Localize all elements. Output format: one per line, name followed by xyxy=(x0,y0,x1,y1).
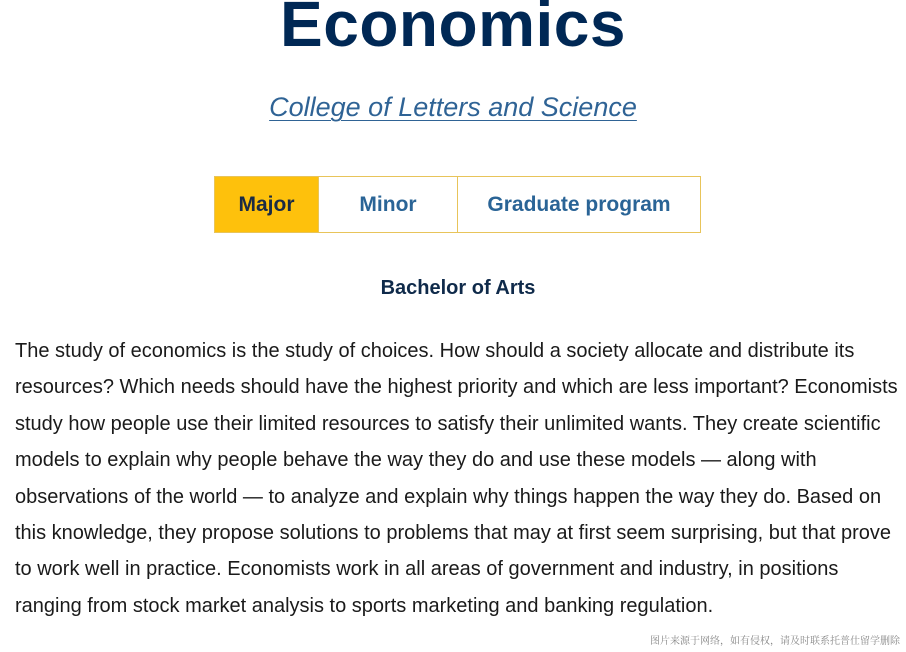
page-title: Economics xyxy=(280,0,626,60)
tab-graduate-program[interactable]: Graduate program xyxy=(457,177,700,232)
tab-minor[interactable]: Minor xyxy=(318,177,457,232)
program-tabs xyxy=(214,176,701,233)
degree-heading: Bachelor of Arts xyxy=(380,277,536,299)
college-link[interactable]: College of Letters and Science xyxy=(269,92,637,122)
tab-major[interactable]: Major xyxy=(215,177,318,232)
watermark-text: 图片来源于网络，如有侵权，请及时联系托普仕留学删除 xyxy=(648,631,902,648)
program-description: The study of economics is the study of choices. How should a society allocate and distribute its resources? Which needs should have the highest priority and which are less important? Economists study how people use their limited resources to satisfy their unlimited wants. They create scientific models to explain why people behave the way they do and use these models — along with observations of the world — to analyze and explain why things happen the way they do. Based on this knowledge, they propose solutions to problems that may at first seem surprising, but that prove to work well in practice. Economists work in all areas of government and industry, in positions ranging from stock market analysis to sports marketing and banking regulation. xyxy=(15,340,898,617)
